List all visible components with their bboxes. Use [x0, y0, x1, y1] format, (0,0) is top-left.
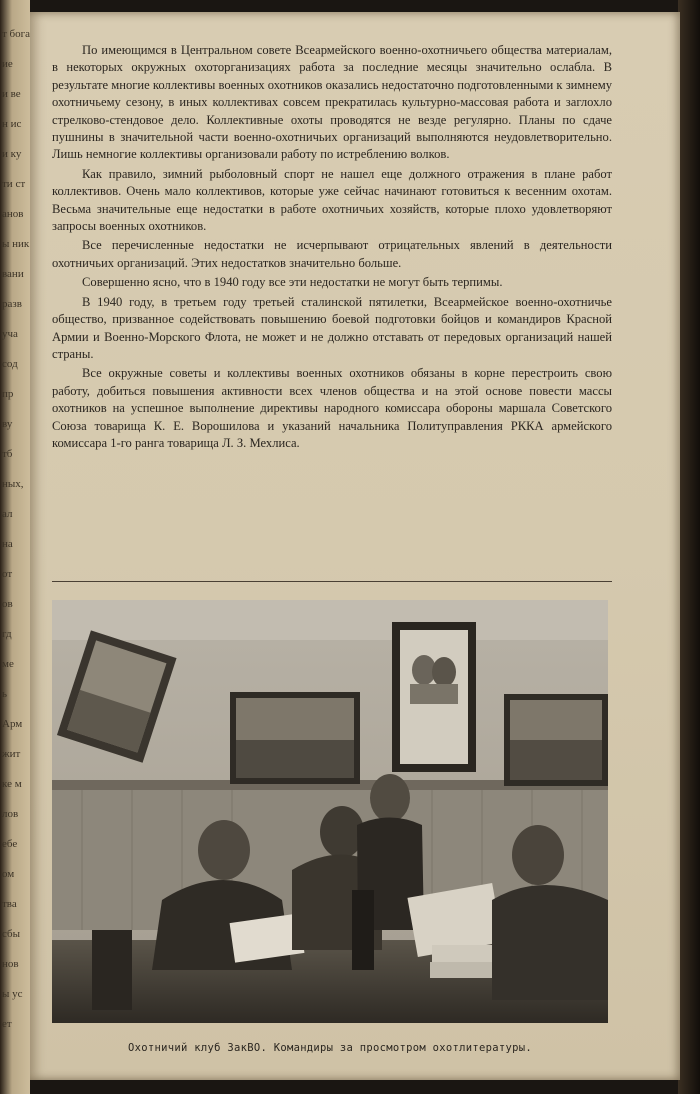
adjacent-page-fragment: анов: [2, 208, 24, 220]
adjacent-page-edge: [0, 0, 30, 1094]
adjacent-page-fragment: жит: [2, 748, 21, 760]
adjacent-page-fragment: ных,: [2, 478, 24, 490]
photo-illustration: [52, 600, 608, 1023]
adjacent-page-fragment: ебе: [2, 838, 18, 850]
adjacent-page-fragment: тва: [2, 898, 17, 910]
adjacent-page-fragment: ке м: [2, 778, 22, 790]
adjacent-page-fragment: ме: [2, 658, 14, 670]
paragraph-2: Как правило, зимний рыболовный спорт не нашел еще должного отражения в плане работ коллективов. Очень мало коллективов, которые уже сейчас начинают готовиться к весенним охотам. Весьма значительные еще недостатки в работе охотничьих хозяйств, которые плохо удовлетворяют запросы военных охотников.: [52, 166, 612, 234]
adjacent-page-fragment: ов: [2, 598, 13, 610]
adjacent-page-fragment: ие: [2, 58, 13, 70]
adjacent-page-fragment: ы ус: [2, 988, 23, 1000]
adjacent-page-fragment: сбы: [2, 928, 21, 940]
adjacent-page-fragment: ал: [2, 508, 13, 520]
photo-caption: Охотничий клуб ЗакВО. Командиры за просмотром охотлитературы.: [128, 1042, 532, 1054]
section-divider: [52, 581, 612, 582]
adjacent-page-fragment: ти ст: [2, 178, 26, 190]
book-page: [30, 12, 680, 1080]
adjacent-page-fragment: н ис: [2, 118, 22, 130]
adjacent-page-fragment: вани: [2, 268, 24, 280]
adjacent-page-fragment: уча: [2, 328, 18, 340]
adjacent-page-fragment: тб: [2, 448, 13, 460]
adjacent-page-fragment: ет: [2, 1018, 12, 1030]
paragraph-4: Совершенно ясно, что в 1940 году все эти недостатки не могут быть терпимы.: [82, 275, 503, 290]
adjacent-page-fragment: сод: [2, 358, 18, 370]
adjacent-page-fragment: и ку: [2, 148, 22, 160]
paragraph-5: В 1940 году, в третьем году третьей сталинской пятилетки, Всеармейское военно-охотничье общество, призванное содействовать повышению боевой подготовки бойцов и командиров Красной Армии и Военно-Морского Флота, не может и не должно отставать от передовых организаций нашей страны.: [52, 294, 612, 361]
adjacent-page-fragment: т бога: [2, 28, 30, 40]
adjacent-page-fragment: Арм: [2, 718, 23, 730]
adjacent-page-fragment: гд: [2, 628, 12, 640]
adjacent-page-fragment: ь: [2, 688, 8, 700]
paragraph-3: Все перечисленные недостатки не исчерпывают отрицательных явлений в деятельности охотничьих организаций. Этих недостатков значительно больше.: [52, 238, 612, 270]
adjacent-page-fragment: нов: [2, 958, 19, 970]
adjacent-page-fragment: и ве: [2, 88, 21, 100]
paragraph-1: По имеющимся в Центральном совете Всеармейского военно-охотничьего общества материалам, в некоторых окружных охоторганизациях работа за последние месяцы значительно ослабла. В результате многие коллективы военных охотников оказались недостаточно подготовленными к зимнему охотничьему сезону, в иных коллективах совсем прекратилась культурно-массовая работа и заглохло стрелково-стендовое дело. Коллективные охоты проводятся не везде регулярно. Планы по сдаче пушнины в значительной части военно-охотничьих организаций выполняются неудовлетворительно. Лишь немногие коллективы организовали работу по истреблению волков.: [52, 43, 612, 162]
adjacent-page-fragment: от: [2, 568, 13, 580]
adjacent-page-fragment: разв: [2, 298, 22, 310]
adjacent-page-fragment: ом: [2, 868, 15, 880]
club-photograph: [52, 600, 608, 1023]
adjacent-page-fragment: ву: [2, 418, 13, 430]
adjacent-page-fragment: пр: [2, 388, 14, 400]
adjacent-page-fragment: ы ник: [2, 238, 30, 250]
article-text: [52, 42, 612, 452]
adjacent-page-fragment: на: [2, 538, 13, 550]
adjacent-page-fragment: лов: [2, 808, 19, 820]
paragraph-6: Все окружные советы и коллективы военных охотников обязаны в корне перестроить свою работу, добиться повышения активности всех членов общества и на этой основе повести массы охотников на успешное выполнение директивы народного комиссара обороны маршала Советского Союза товарища К. Е. Ворошилова и указаний начальника Политуправления РККА армейского комиссара 1-го ранга товарища Л. З. Мехлиса.: [52, 366, 612, 450]
book-spine-edge: [678, 0, 700, 1094]
